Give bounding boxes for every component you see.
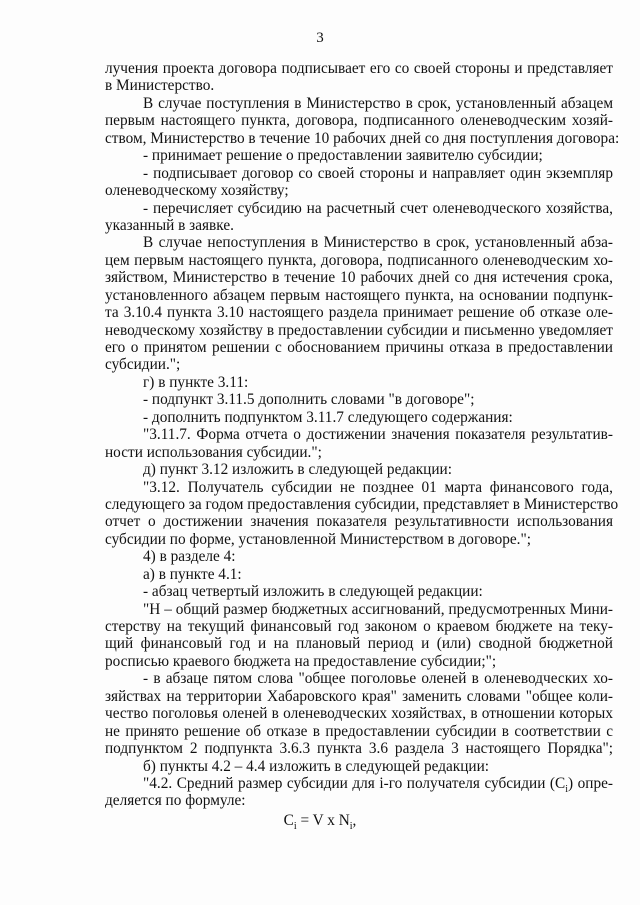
text-line — [105, 653, 613, 670]
text-line-content: следующего за годом предоставления субсидии, представляет в Министерство — [105, 495, 619, 513]
text-line-content: неводческому хозяйству в предоставлении субсидии и письменно уведомляет — [105, 321, 613, 339]
text-line — [105, 356, 613, 373]
text-line — [105, 182, 613, 199]
text-line-content: его о принятом решении с обоснованием причины отказа в предоставлении — [105, 339, 613, 356]
text-line-content: ством, Министерство в течение 10 рабочих дней со дня поступления договора: — [105, 129, 620, 147]
text-line-content: б) пункты 4.2 – 4.4 изложить в следующей редакции: — [143, 757, 490, 775]
text-line-content: зяйствах на территории Хабаровского края" заменить словами "общее коли- — [105, 687, 613, 705]
text-line-content: В случае поступления в Министерство в срок, установленный абзацем — [143, 94, 613, 112]
text-line — [105, 566, 613, 583]
text-line-content: "4.2. Средний размер субсидии для i-го получателя субсидии (C — [143, 774, 566, 792]
text-line — [105, 583, 613, 600]
text-line — [105, 495, 619, 513]
text-line-content: д) пункт 3.12 изложить в следующей редакции: — [143, 461, 452, 479]
text-line — [105, 304, 613, 321]
text-line — [105, 322, 613, 339]
text-line — [105, 479, 613, 496]
text-line-content: указанный в заявке. — [105, 216, 234, 234]
text-line — [105, 200, 613, 217]
text-line — [105, 513, 613, 530]
text-line — [105, 165, 613, 182]
text-line-content: г) в пункте 3.11: — [143, 373, 249, 391]
text-line — [105, 774, 614, 795]
formula — [0, 812, 640, 832]
text-line — [105, 95, 613, 112]
text-line — [105, 740, 613, 757]
formula-n-sub: i — [349, 821, 353, 833]
text-line-content: не принято решение об отказе в предоставлении субсидии в соответствии с — [105, 722, 613, 740]
text-line — [105, 548, 613, 565]
text-line — [105, 112, 613, 129]
subscript: i — [565, 783, 569, 795]
text-line-content: чество поголовья оленей в оленеводческих хозяйствах, в отношении которых — [105, 705, 613, 723]
text-line — [105, 147, 613, 164]
text-line-content: - в абзаце пятом слова "общее поголовье оленей в оленеводческих хо- — [143, 670, 613, 688]
document-body — [105, 60, 620, 810]
text-line-content: оленеводческому хозяйству; — [105, 182, 289, 200]
text-line-content: росписью краевого бюджета на предоставление субсидии;"; — [105, 652, 497, 670]
text-line — [105, 269, 613, 286]
text-line — [105, 252, 613, 269]
text-line — [105, 129, 620, 147]
text-line-tail: ) опре- — [568, 774, 614, 792]
text-line-content: - перечисляет субсидию на расчетный счет оленеводческого хозяйства, — [143, 199, 613, 217]
text-line — [105, 705, 613, 722]
text-line-content: цем первым настоящего пункта, договора, подписанного оленеводческим хо- — [105, 251, 613, 269]
text-line-content: в Министерство. — [105, 77, 215, 95]
text-line — [105, 758, 613, 775]
text-line-content: отчет о достижении значения показателя результативности использования — [105, 513, 613, 531]
text-line-content: субсидии."; — [105, 356, 181, 374]
text-line-content: установленного абзацем первым настоящего пункта, на основании подпунк- — [105, 286, 613, 304]
text-line-content: "3.12. Получатель субсидии не позднее 01 марта финансового года, — [143, 478, 613, 496]
text-line-content: стерству на текущий финансовый год законом о краевом бюджете на теку- — [105, 618, 613, 635]
text-line-content: лучения проекта договора подписывает его со своей стороны и представляет — [105, 60, 613, 77]
text-line — [105, 339, 613, 356]
text-line-content: зяйством, Министерство в течение 10 рабочих дней со дня истечения срока, — [105, 269, 613, 287]
text-line-content: первым настоящего пункта, договора, подписанного оленеводческим хозяй- — [105, 112, 613, 130]
text-line — [105, 426, 613, 443]
text-line — [105, 531, 613, 548]
text-line-content: "3.11.7. Форма отчета о достижении значения показателя результатив- — [143, 426, 613, 444]
text-line-content: - абзац четвертый изложить в следующей редакции: — [143, 583, 483, 601]
text-line-content: деляется по формуле: — [105, 792, 246, 810]
text-line-content: 4) в разделе 4: — [143, 548, 236, 566]
text-line-content: - принимает решение о предоставлении заявителю субсидии; — [143, 147, 543, 165]
text-line — [105, 60, 613, 77]
text-line — [105, 618, 613, 635]
text-line-content: В случае непоступления в Министерство в срок, установленный абза- — [143, 234, 613, 252]
text-line-content: - подписывает договор со своей стороны и направляет один экземпляр — [143, 164, 613, 182]
text-line — [105, 461, 613, 478]
text-line-content: подпунктом 2 подпункта 3.6.3 пункта 3.6 раздела 3 настоящего Порядка"; — [105, 740, 613, 758]
text-line-content: субсидии по форме, установленной Министерством в договоре."; — [105, 530, 532, 548]
text-line — [105, 77, 613, 94]
text-line-content: - дополнить подпунктом 3.11.7 следующего содержания: — [143, 408, 513, 426]
text-line — [105, 688, 613, 705]
formula-tail: , — [352, 812, 357, 829]
text-line-content: - подпункт 3.11.5 дополнить словами "в договоре"; — [143, 391, 475, 409]
formula-c: C — [283, 812, 294, 829]
text-line — [105, 670, 613, 687]
text-line — [105, 287, 613, 304]
text-line — [105, 792, 613, 809]
text-line-content: "Н – общий размер бюджетных ассигнований, предусмотренных Мини- — [143, 600, 613, 618]
formula-c-sub: i — [293, 821, 297, 833]
text-line — [105, 601, 613, 618]
text-line — [105, 234, 613, 251]
formula-mid: = V x N — [296, 812, 350, 829]
text-line — [105, 217, 613, 234]
text-line — [105, 723, 613, 740]
text-line-content: а) в пункте 4.1: — [143, 565, 242, 583]
text-line — [105, 374, 613, 391]
text-line-content: щий финансовый год и на плановый период и (или) сводной бюджетной — [105, 635, 613, 653]
page-number: 3 — [316, 30, 324, 46]
text-line-content: ности использования субсидии."; — [105, 443, 322, 461]
text-line — [105, 444, 613, 461]
text-line — [105, 635, 613, 652]
text-line — [105, 391, 613, 408]
text-line-content: та 3.10.4 пункта 3.10 настоящего раздела принимает решение об отказе оле- — [105, 304, 613, 322]
text-line — [105, 409, 613, 426]
